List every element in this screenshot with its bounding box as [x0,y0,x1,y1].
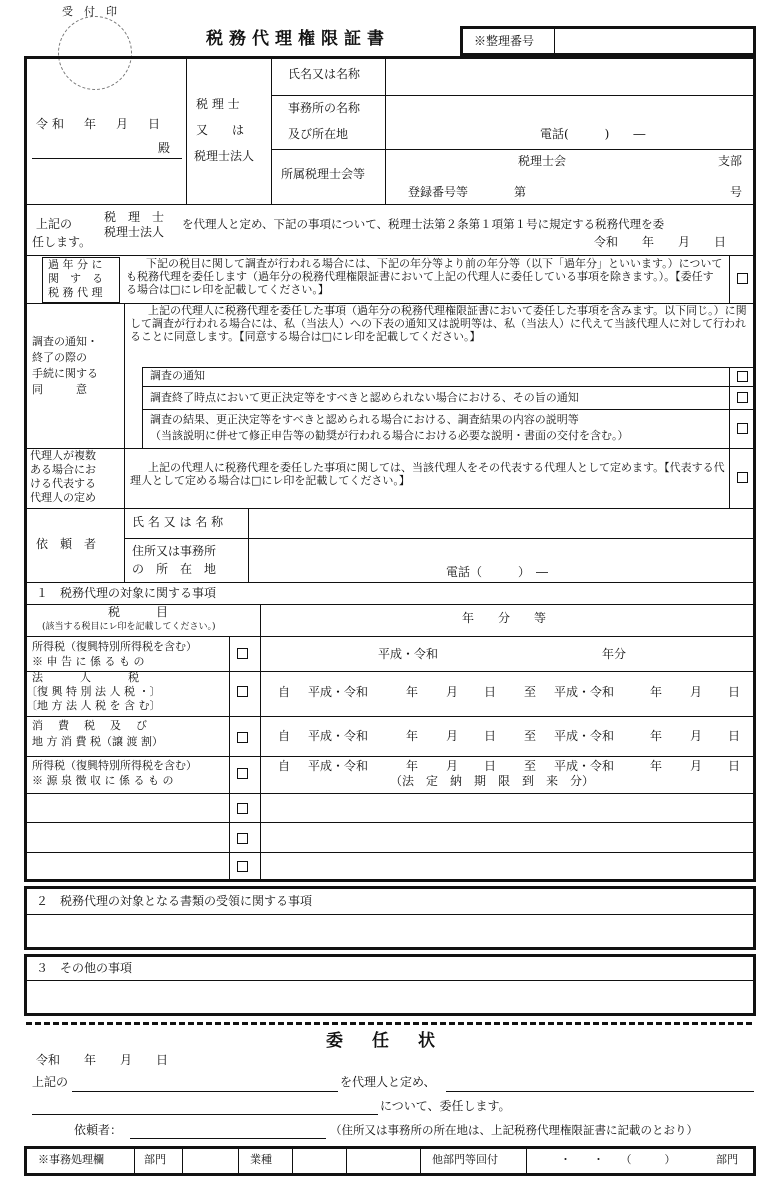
s1-row4-p3: 月 [446,759,459,773]
zeirishi-label-3: 税理士法人 [194,149,255,163]
s1-row2-p7: 年 [650,685,663,699]
s1-row4-checkbox[interactable] [237,768,248,779]
section3-box [24,954,756,1016]
s1-row4-p8: 月 [690,759,703,773]
ininjo-irai-label: 依頼者： [74,1123,123,1137]
daihyo-label-1: 代理人が複数 [30,449,96,462]
s1-row2-p4: 日 [484,685,497,699]
irai-addr-label-1: 住所又は事務所 [132,544,217,558]
zeirishi-label-2: 又 は [196,123,245,137]
intro-part3: 任します。 [32,235,92,249]
section3-heading: ３ その他の事項 [36,961,133,975]
office-label-1: 事務所の名称 [288,101,361,115]
footer-gyoshu: 業種 [250,1153,272,1166]
s1-row2-p6: 平成・令和 [554,685,615,699]
s1-row4-p6: 平成・令和 [554,759,615,773]
s1-row1-label-2: ※ 申 告 に 係 る も の [32,655,145,668]
s1-row2-label-3: 〔地 方 法 人 税 を 含 む〕 [26,699,161,712]
chosa-row-3b: （当該説明に併せて修正申告等の勧奨が行われる場合における必要な説明・書面の交付を含む。） [150,429,629,442]
s1-row2-p2: 年 [406,685,419,699]
s1-row4-p2: 年 [406,759,419,773]
footer-bumon2: 部門 [716,1153,738,1166]
seiri-number-label: ※整理番号 [474,34,535,48]
footer-tabumon: 他部門等回付 [432,1153,498,1166]
footer-jimu: ※事務処理欄 [38,1153,104,1166]
s1-row5-checkbox[interactable] [237,803,248,814]
s1-row3-label-2: 地 方 消 費 税（譲 渡 割） [32,735,163,748]
kanen-label-1: 過 年 分 に [48,258,103,271]
dai-label: 第 [514,185,527,199]
s1-row3-p9: 日 [728,729,741,743]
zeirishi-label-1: 税 理 士 [196,97,240,111]
dono-label: 殿 [158,141,171,155]
intro-date: 令和 年 月 日 [594,235,727,249]
chosa-label-1: 調査の通知・ [32,335,98,348]
irai-label: 依 頼 者 [36,537,97,551]
ininjo-date: 令和 年 月 日 [36,1053,169,1067]
s1-row3-label-1: 消 費 税 及 び [32,719,149,732]
document-title: 税務代理権限証書 [206,29,390,49]
cut-line [26,1022,752,1025]
office-label-2: 及び所在地 [288,127,349,141]
s1-row2-checkbox[interactable] [237,686,248,697]
s1-row3-checkbox[interactable] [237,732,248,743]
s1-row6-checkbox[interactable] [237,833,248,844]
section1-col-zeimoku-note: (該当する税目にレ印を記載してください。) [42,622,216,632]
s1-row3-p2: 年 [406,729,419,743]
s1-row4-label-1: 所得税（復興特別所得税を含む） [32,759,197,772]
s1-row2-p0: 自 [278,685,291,699]
kanen-text: 下記の税目に関して調査が行われる場合には、下記の年分等より前の年分等（以下「過年分」といいます。）についても税務代理を委任します（過年分の税務代理権限証書において上記の代理人に委任している事項を除きます。）。【委任する場合は□にレ印を記載してください。】 [126,257,723,296]
s1-row3-p1: 平成・令和 [308,729,369,743]
s1-row1-period-2: 年分 [602,647,627,661]
s1-row4-p1: 平成・令和 [308,759,369,773]
s1-row1-label-1: 所得税（復興特別所得税を含む） [32,640,197,653]
s1-row3-p5: 至 [524,729,537,743]
intro-part2: を代理人と定め、下記の事項について、税理士法第２条第１項第１号に規定する税務代理を委 [182,217,665,231]
ininjo-irai-note: （住所又は事務所の所在地は、上記税務代理権限証書に記載のとおり） [330,1123,698,1137]
chosa-text: 上記の代理人に税務代理を委任した事項（過年分の税務代理権限証書において委任した事項を含みます。以下同じ。）に関して調査が行われる場合には、私（当法人）への下表の通知又は説明等は、私（当法人）に代えて当該代理人に対して行われることに同意します。【同意する場合は□にレ印を記載してください。】 [130,304,747,343]
date-line: 令和 年 月 日 [36,117,165,131]
chosa-checkbox-1[interactable] [737,371,748,382]
s1-row2-p8: 月 [690,685,703,699]
toroku-label: 登録番号等 [408,185,469,199]
section1-col-nenbun: 年 分 等 [462,611,547,625]
intro-zeirishi-b: 税理士法人 [104,225,165,239]
chosa-label-4: 同 意 [32,383,87,396]
s1-row4-p4: 日 [484,759,497,773]
ininjo-line1-b: を代理人と定め、 [340,1075,436,1089]
daihyo-checkbox[interactable] [737,472,748,483]
chosa-checkbox-2[interactable] [737,392,748,403]
s1-row2-label-1: 法 人 税 [32,671,140,684]
intro-zeirishi-a: 税 理 士 [104,210,165,224]
chosa-row-1: 調査の通知 [150,369,205,382]
section1-col-zeimoku: 税 目 [108,605,169,619]
s1-row4-p7: 年 [650,759,663,773]
s1-row2-p9: 日 [728,685,741,699]
daihyo-label-3: ける代表する [30,477,96,490]
kai-label: 所属税理士会等 [281,167,366,181]
kanen-label-2: 関 す る [48,272,103,285]
daihyo-text: 上記の代理人に税務代理を委任した事項に関しては、当該代理人をその代表する代理人として定めます。【代表する代理人として定める場合は□にレ印を記載してください。】 [130,461,725,487]
ininjo-title: 委 任 状 [326,1031,441,1051]
chosa-checkbox-3[interactable] [737,423,748,434]
s1-row2-label-2: 〔復 興 特 別 法 人 税 ・〕 [26,685,161,698]
irai-name-label: 氏 名 又 は 名 称 [132,515,224,529]
s1-row4-p0: 自 [278,759,291,773]
chosa-row-3a: 調査の結果、更正決定等をすべきと認められる場合における、調査結果の内容の説明等 [150,413,579,426]
s1-row3-p0: 自 [278,729,291,743]
s1-row4-p5: 至 [524,759,537,773]
shibu-label: 支部 [718,154,743,168]
section2-heading: ２ 税務代理の対象となる書類の受領に関する事項 [36,894,313,908]
name-label: 氏名又は名称 [288,67,361,81]
s1-row1-period-1: 平成・令和 [378,647,439,661]
intro-part1: 上記の [36,217,73,231]
s1-row3-p6: 平成・令和 [554,729,615,743]
chosa-row-2: 調査終了時点において更正決定等をすべきと認められない場合における、その旨の通知 [150,391,579,404]
kanen-checkbox[interactable] [737,273,748,284]
chosa-label-3: 手続に関する [32,367,98,380]
s1-row7-checkbox[interactable] [237,861,248,872]
kai-text: 税理士会 [518,154,567,168]
irai-addr-label-2: の 所 在 地 [132,562,217,576]
kanen-label-3: 税 務 代 理 [48,286,103,299]
irai-phone: 電話（ ） ― [446,565,549,579]
s1-row3-p4: 日 [484,729,497,743]
s1-row4-note: （法 定 納 期 限 到 来 分） [390,774,595,788]
s1-row3-p8: 月 [690,729,703,743]
daihyo-label-2: ある場合にお [30,463,96,476]
ininjo-line2: について、委任します。 [380,1099,511,1113]
daihyo-label-4: 代理人の定め [30,491,96,504]
s1-row2-p1: 平成・令和 [308,685,369,699]
section1-heading: １ 税務代理の対象に関する事項 [36,586,217,600]
chosa-label-2: 終了の際の [32,351,87,364]
s1-row1-checkbox[interactable] [237,648,248,659]
s1-row3-p7: 年 [650,729,663,743]
s1-row4-p9: 日 [728,759,741,773]
reception-stamp-label: 受 付 印 [62,5,117,18]
s1-row3-p3: 月 [446,729,459,743]
s1-row2-p5: 至 [524,685,537,699]
footer-bumon: 部門 [144,1153,166,1166]
s1-row2-p3: 月 [446,685,459,699]
ininjo-line1-a: 上記の [32,1075,69,1089]
office-phone: 電話( ) ― [540,127,646,141]
footer-dots: ・ ・ （ ） [560,1153,676,1166]
go-label: 号 [730,185,743,199]
s1-row4-label-2: ※ 源 泉 徴 収 に 係 る も の [32,774,174,787]
